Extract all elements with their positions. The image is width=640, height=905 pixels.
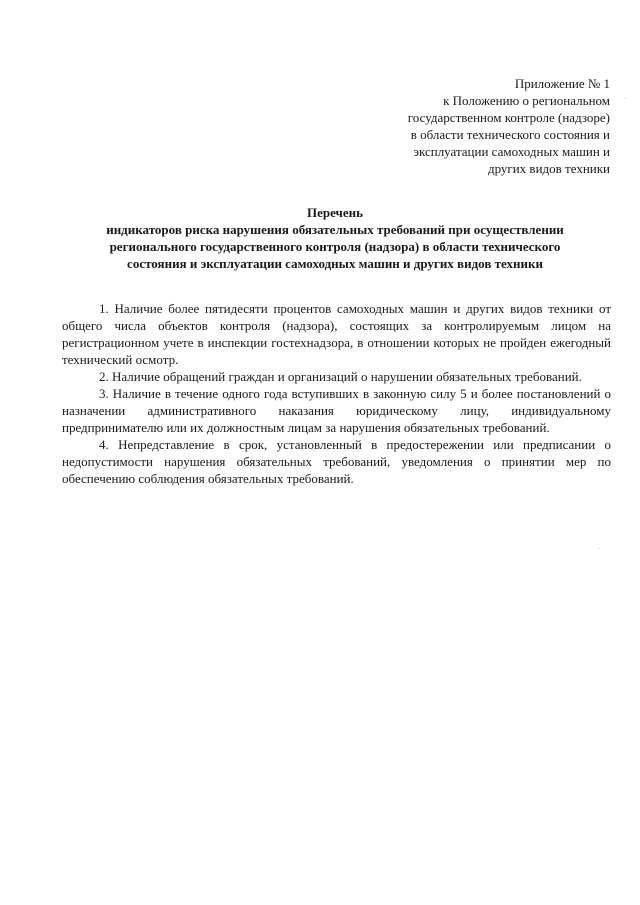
appendix-line: государственном контроле (надзоре) <box>407 110 610 125</box>
list-item: 1. Наличие более пятидесяти процентов самоходных машин и других видов техники от общего числа объектов контроля (надзора), состоящих за контролируемым лицом на регистрационном учете в инспекции гостехнадзора, в отношении которых не пройден ежегодный технический осмотр. <box>62 301 611 367</box>
appendix-line: в области технического состояния и <box>410 127 610 142</box>
list-item: 3. Наличие в течение одного года вступивших в законную силу 5 и более постановлений о назначении административного наказания юридическому лицу, индивидуальному предпринимателю или их должностным лицам за нарушения обязательных требований. <box>62 386 611 435</box>
appendix-reference <box>310 75 610 177</box>
list-item: 4. Непредставление в срок, установленный в предостережении или предписании о недопустимости нарушения обязательных требований, уведомления о принятии мер по обеспечению соблюдения обязательных требований. <box>62 437 611 486</box>
document-body <box>62 300 611 487</box>
list-item: 2. Наличие обращений граждан и организаций о нарушении обязательных требований. <box>99 369 582 384</box>
document-heading <box>60 204 610 272</box>
appendix-line: других видов техники <box>487 161 610 176</box>
scan-speck <box>625 98 626 99</box>
appendix-line: к Положению о региональном <box>443 93 610 108</box>
document-title: Перечень <box>306 205 364 220</box>
document-subtitle-line: состояния и эксплуатации самоходных машин и других видов техники <box>127 256 543 271</box>
document-subtitle-line: регионального государственного контроля (надзора) в области технического <box>109 239 561 254</box>
scan-speck <box>598 548 599 549</box>
appendix-line: Приложение № 1 <box>514 76 610 91</box>
appendix-line: эксплуатации самоходных машин и <box>413 144 610 159</box>
document-subtitle-line: индикаторов риска нарушения обязательных требований при осуществлении <box>106 222 564 237</box>
